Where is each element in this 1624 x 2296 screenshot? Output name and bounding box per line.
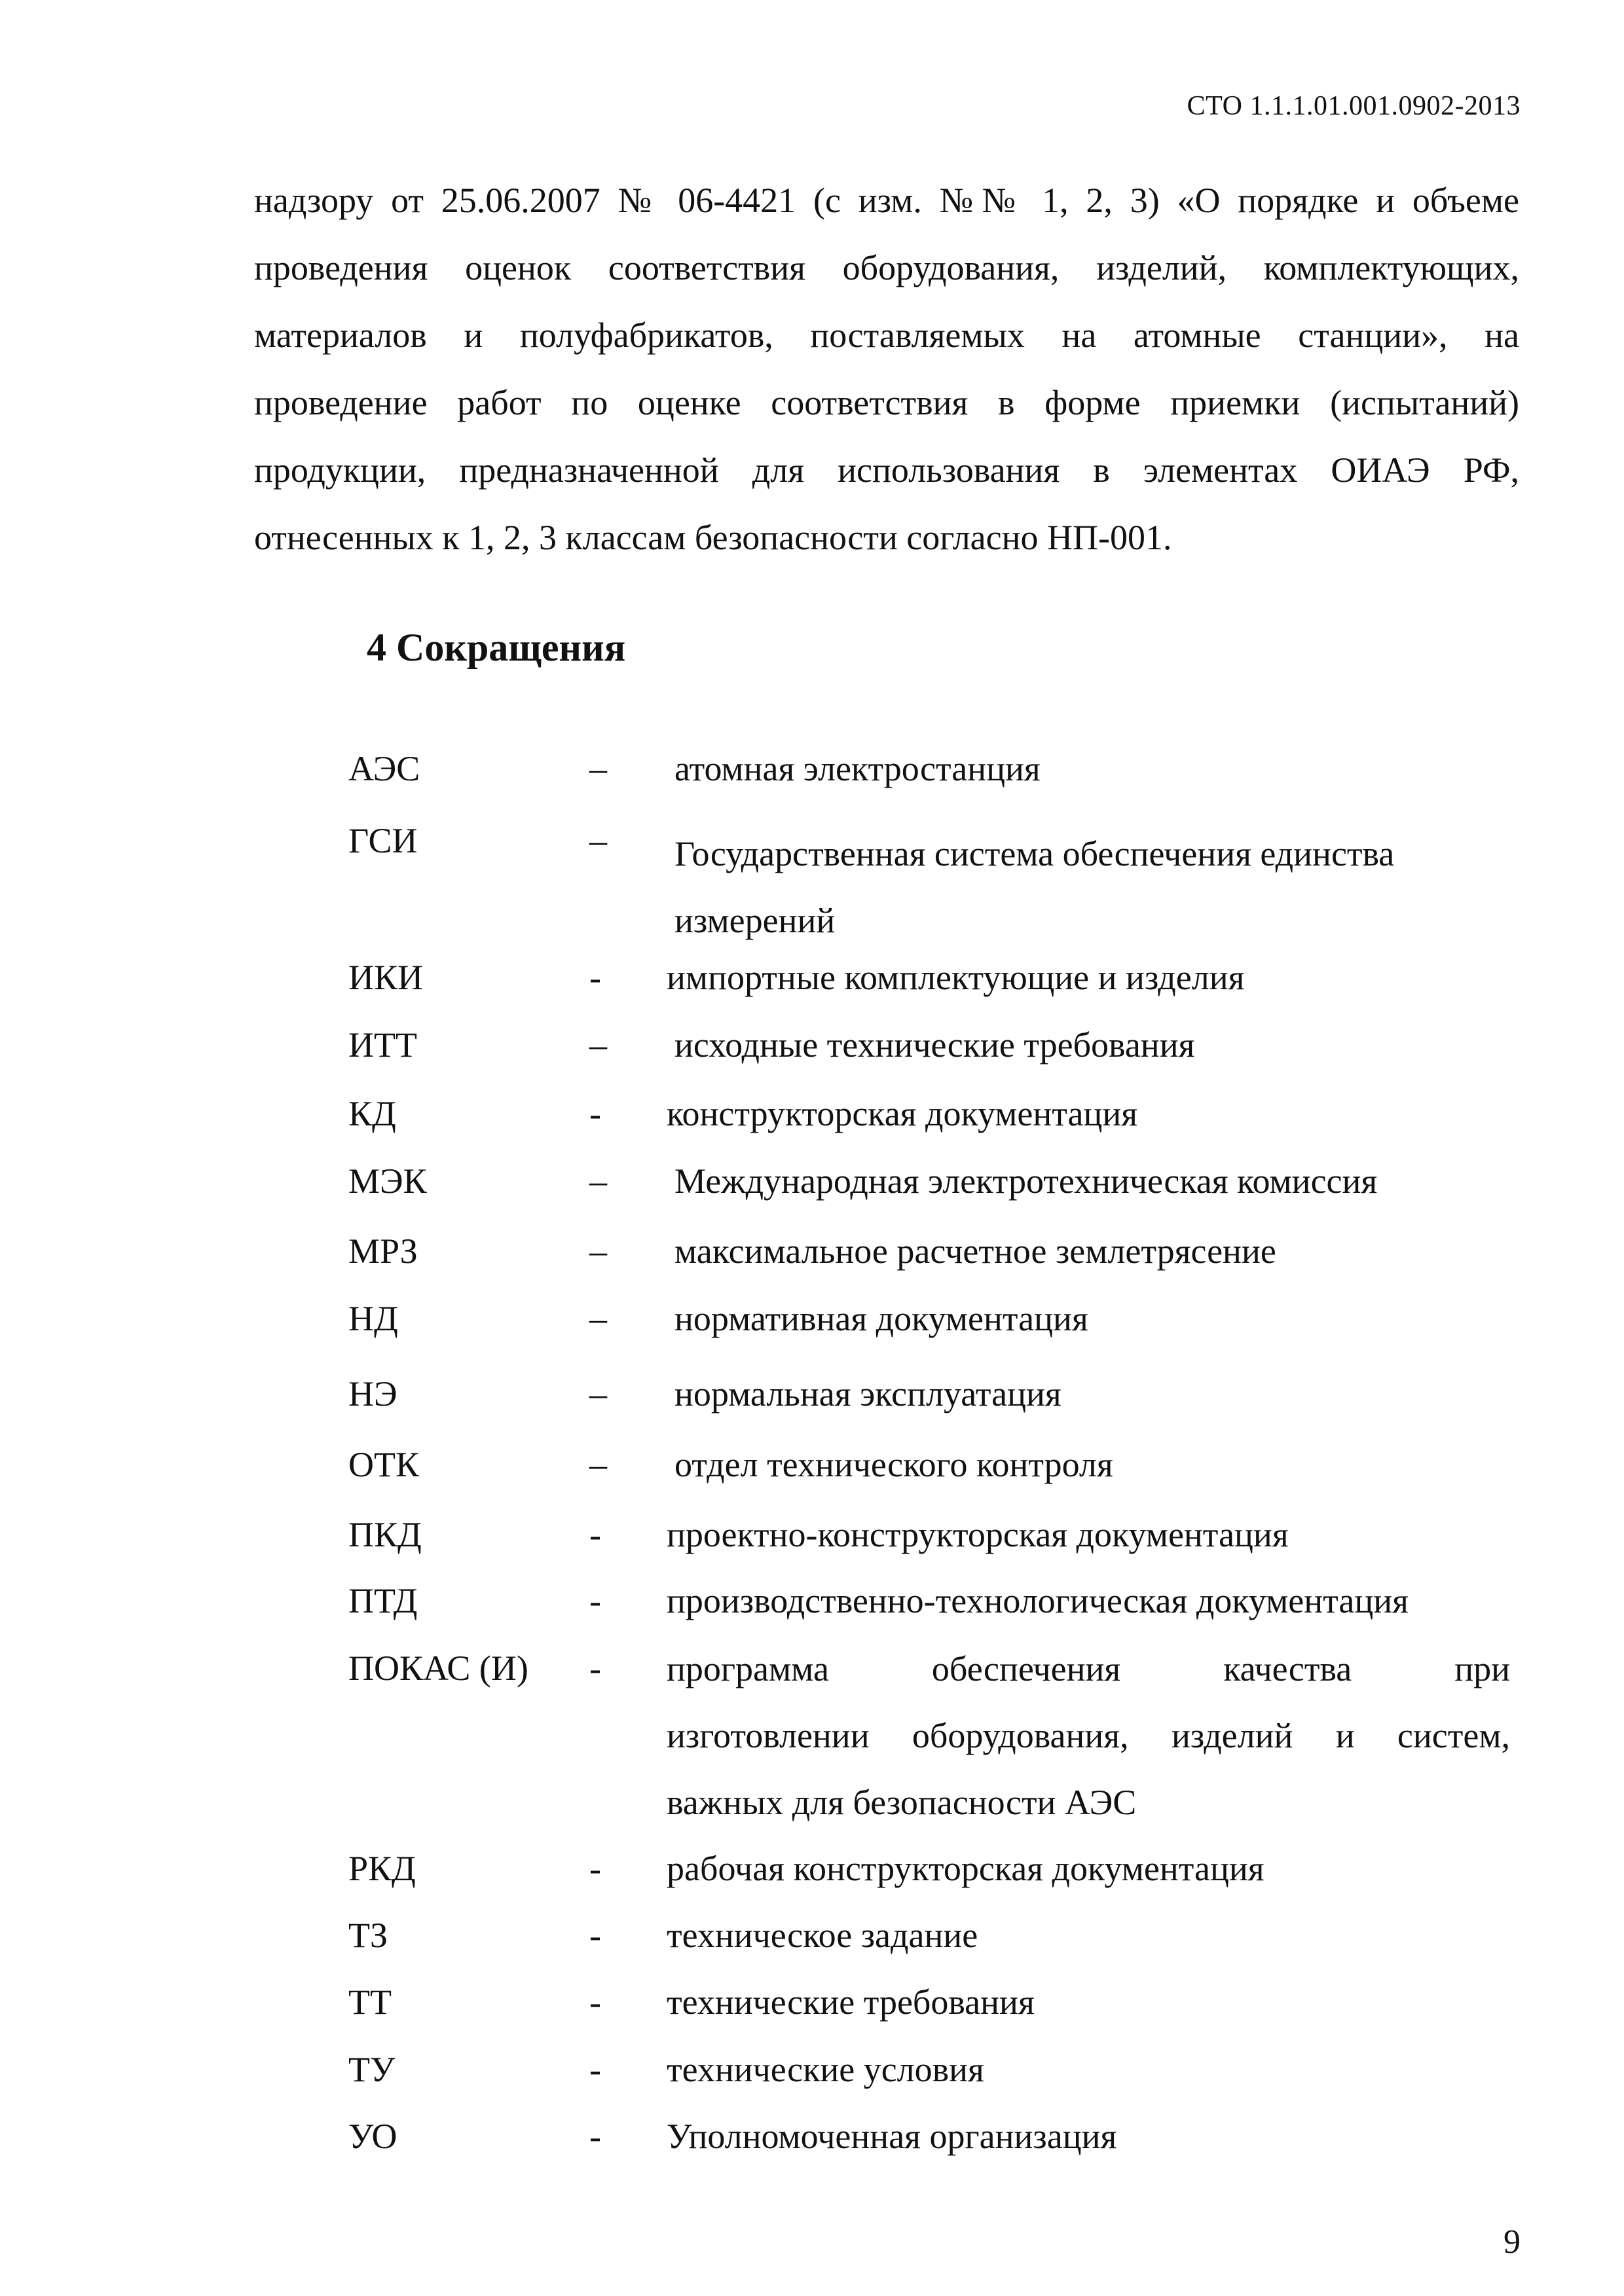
abbreviation-dash: - <box>589 1581 601 1620</box>
definition-line: программа обеспечения качества при <box>667 1649 1510 1688</box>
abbreviation-dash: - <box>589 1094 601 1133</box>
abbreviation-definition: рабочая конструкторская документация <box>667 1849 1264 1888</box>
abbreviation-definition: Уполномоченная организация <box>667 2117 1117 2156</box>
abbreviation-term: ТТ <box>348 1982 392 2022</box>
intro-line: надзору от 25.06.2007 № 06-4421 (с изм. №№ 1, 2, 3) «О порядке и объеме <box>254 181 1519 220</box>
abbreviation-dash: – <box>589 1231 607 1271</box>
abbreviation-dash: - <box>589 1849 601 1888</box>
intro-line: проведение работ по оценке соответствия в форме приемки (испытаний) <box>254 383 1519 422</box>
abbreviation-definition: нормативная документация <box>674 1299 1088 1338</box>
definition-line: Государственная система обеспечения единства <box>674 834 1395 873</box>
abbreviation-definition: техническое задание <box>667 1916 978 1955</box>
abbreviation-definition: исходные технические требования <box>674 1025 1195 1065</box>
abbreviation-term: ОТК <box>348 1445 419 1484</box>
abbreviation-dash: - <box>589 2050 601 2089</box>
abbreviation-definition: проектно-конструкторская документация <box>667 1515 1289 1554</box>
definition-line: важных для безопасности АЭС <box>667 1783 1137 1822</box>
abbreviation-term: ИКИ <box>348 958 424 997</box>
intro-line: материалов и полуфабрикатов, поставляемых на атомные станции», на <box>254 316 1519 355</box>
abbreviation-term: ТЗ <box>348 1916 388 1955</box>
abbreviation-dash: – <box>589 1374 607 1413</box>
abbreviation-term: НД <box>348 1299 398 1338</box>
abbreviation-definition <box>674 820 1518 954</box>
abbreviation-dash: – <box>589 749 607 788</box>
abbreviation-definition: технические требования <box>667 1982 1035 2022</box>
definition-line: измерений <box>674 901 836 940</box>
abbreviation-dash: – <box>589 1161 607 1201</box>
abbreviation-definition: производственно-технологическая документация <box>667 1581 1409 1620</box>
abbreviation-term: ГСИ <box>348 821 418 860</box>
abbreviation-definition: атомная электростанция <box>674 749 1041 788</box>
abbreviation-definition: Международная электротехническая комиссия <box>674 1161 1378 1201</box>
abbreviation-dash: - <box>589 1916 601 1955</box>
abbreviation-dash: - <box>589 2117 601 2156</box>
abbreviation-term: ТУ <box>348 2050 396 2089</box>
abbreviation-term: ИТТ <box>348 1025 417 1065</box>
abbreviation-dash: - <box>589 1515 601 1554</box>
abbreviation-dash: – <box>589 1445 607 1484</box>
abbreviation-dash: - <box>589 1982 601 2022</box>
intro-line: проведения оценок соответствия оборудования, изделий, комплектующих, <box>254 248 1519 287</box>
abbreviation-definition: нормальная эксплуатация <box>674 1374 1061 1413</box>
definition-line: изготовлении оборудования, изделий и систем, <box>667 1716 1510 1755</box>
intro-line: отнесенных к 1, 2, 3 классам безопасности согласно НП-001. <box>254 518 1172 557</box>
abbreviation-definition: конструкторская документация <box>667 1094 1138 1133</box>
abbreviation-term: МРЗ <box>348 1231 418 1271</box>
abbreviation-definition <box>667 1635 1510 1836</box>
abbreviation-term: КД <box>348 1094 396 1133</box>
abbreviation-dash: – <box>589 1299 607 1338</box>
intro-paragraph <box>254 167 1519 572</box>
abbreviation-dash: – <box>589 1025 607 1065</box>
abbreviation-definition: отдел технического контроля <box>674 1445 1113 1484</box>
section-title: 4 Сокращения <box>367 626 626 669</box>
abbreviation-term: ПКД <box>348 1515 422 1554</box>
intro-line: продукции, предназначенной для использования в элементах ОИАЭ РФ, <box>254 450 1519 490</box>
abbreviation-dash: – <box>589 821 607 860</box>
abbreviation-dash: - <box>589 1649 601 1688</box>
page-number: 9 <box>1504 2223 1521 2261</box>
abbreviation-term: ПОКАС (И) <box>348 1649 528 1688</box>
abbreviation-definition: максимальное расчетное землетрясение <box>674 1231 1276 1271</box>
abbreviation-term: МЭК <box>348 1161 427 1201</box>
abbreviation-term: ПТД <box>348 1581 418 1620</box>
abbreviation-term: УО <box>348 2117 397 2156</box>
abbreviation-definition: импортные комплектующие и изделия <box>667 958 1245 997</box>
abbreviation-dash: - <box>589 958 601 997</box>
abbreviation-definition: технические условия <box>667 2050 984 2089</box>
abbreviation-term: АЭС <box>348 749 420 788</box>
abbreviation-term: РКД <box>348 1849 416 1888</box>
document-code: СТО 1.1.1.01.001.0902-2013 <box>1187 91 1521 121</box>
abbreviation-term: НЭ <box>348 1374 397 1413</box>
